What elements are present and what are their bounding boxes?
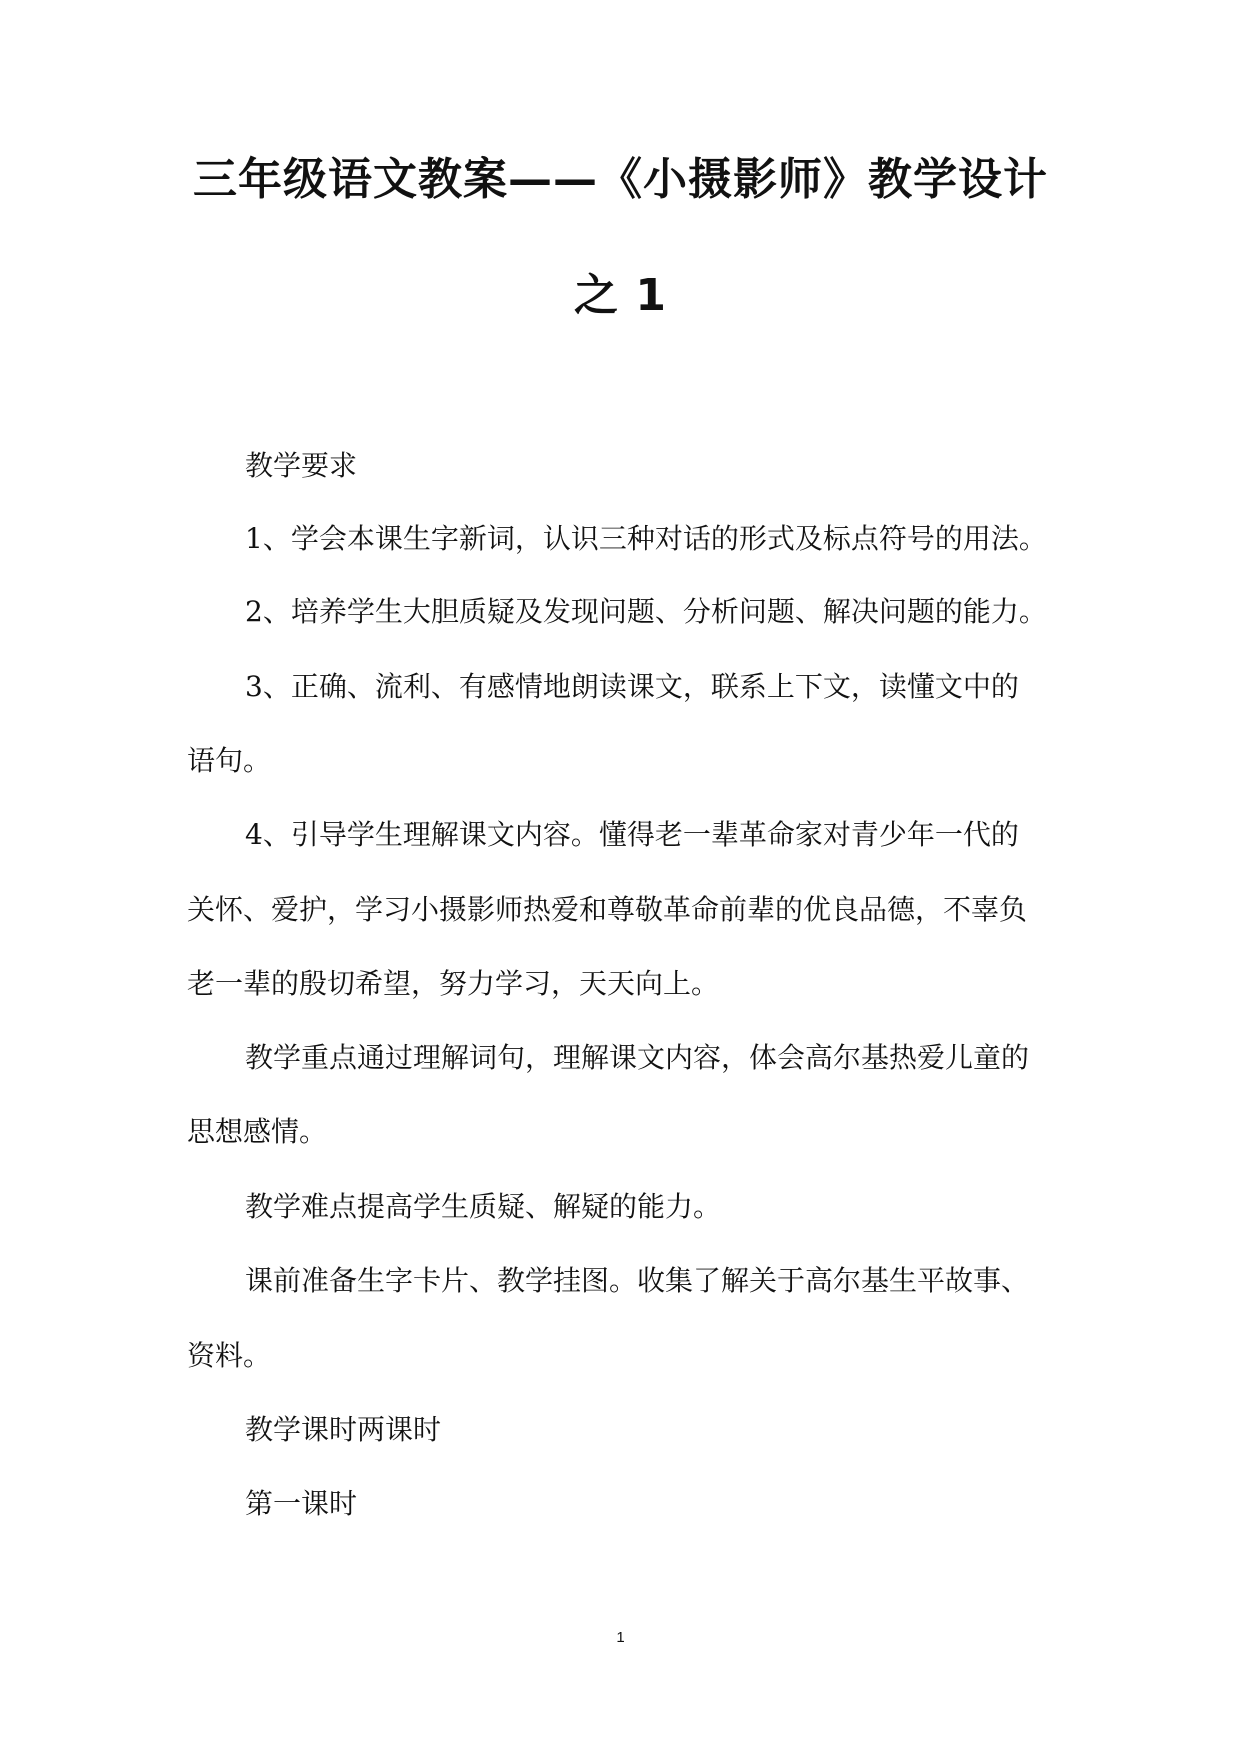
- key-points-line-2: 思想感情。: [187, 1115, 328, 1148]
- requirement-4-line-2: 关怀、爱护，学习小摄影师热爱和尊敬革命前辈的优良品德，不辜负: [187, 893, 1028, 926]
- page-number: 1: [616, 1629, 625, 1646]
- preparation-line-1: 课前准备生字卡片、教学挂图。收集了解关于高尔基生平故事、: [245, 1264, 1030, 1297]
- document-title-line-1: 三年级语文教案——《小摄影师》教学设计: [193, 154, 1048, 205]
- requirement-3-line-1: 3、正确、流利、有感情地朗读课文，联系上下文，读懂文中的: [245, 670, 1019, 703]
- requirement-1: 1、学会本课生字新词，认识三种对话的形式及标点符号的用法。: [245, 522, 1047, 555]
- requirement-4-line-1: 4、引导学生理解课文内容。懂得老一辈革命家对青少年一代的: [245, 818, 1019, 851]
- requirement-2: 2、培养学生大胆质疑及发现问题、分析问题、解决问题的能力。: [245, 595, 1047, 628]
- document-title-line-2: 之 1: [574, 270, 667, 321]
- requirement-4-line-3: 老一辈的殷切希望，努力学习，天天向上。: [187, 967, 720, 1000]
- preparation-line-2: 资料。: [187, 1339, 272, 1372]
- difficult-points: 教学难点提高学生质疑、解疑的能力。: [245, 1190, 722, 1223]
- heading-teaching-requirements: 教学要求: [245, 449, 358, 482]
- requirement-3-line-2: 语句。: [187, 744, 272, 777]
- class-hours: 教学课时两课时: [245, 1413, 442, 1446]
- first-lesson-heading: 第一课时: [245, 1487, 358, 1520]
- key-points-line-1: 教学重点通过理解词句，理解课文内容，体会高尔基热爱儿童的: [245, 1041, 1030, 1074]
